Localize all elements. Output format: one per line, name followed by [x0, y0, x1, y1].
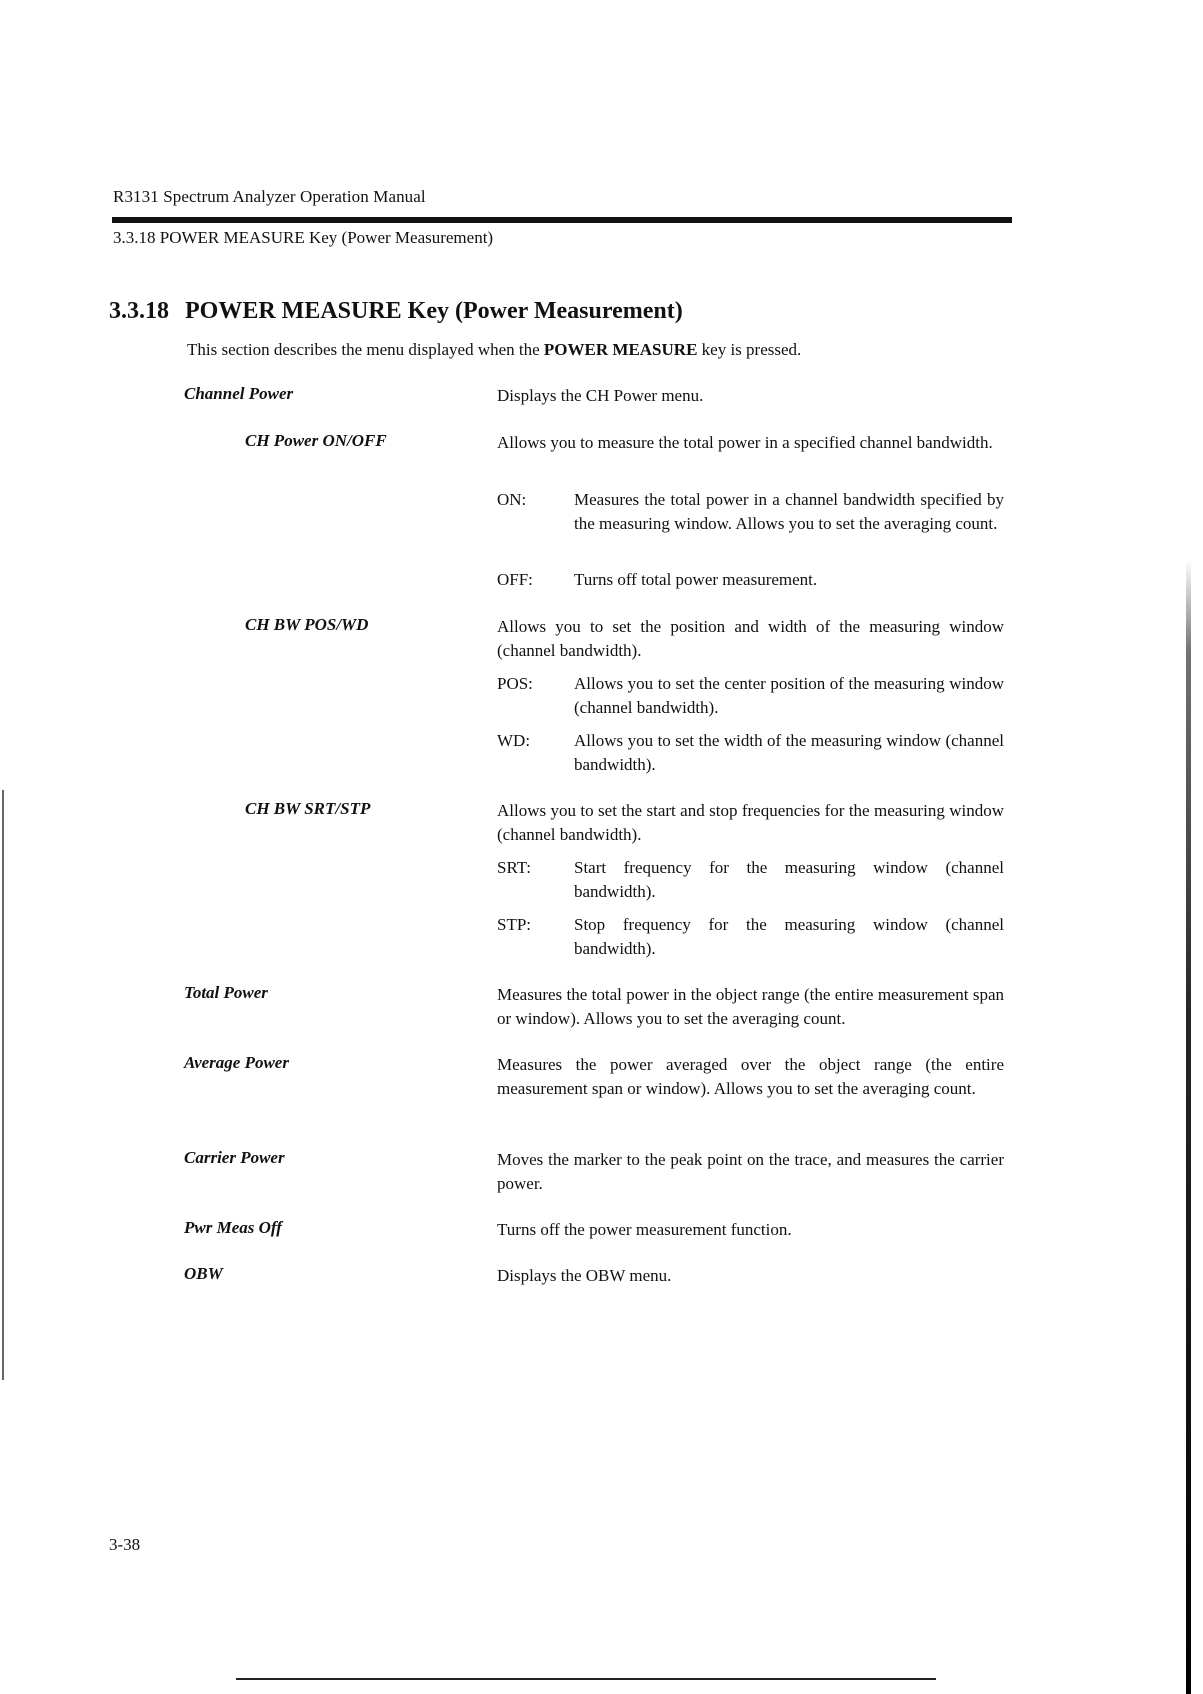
menu-desc-ch-bw-poswd: Allows you to set the position and width of the measuring window (channel bandwidth). [497, 617, 1004, 660]
menu-label-ch-bw-poswd: CH BW POS/WD [245, 615, 369, 634]
menu-desc-ch-bw-srtstp: Allows you to set the start and stop frequencies for the measuring window (channel bandwidth). [497, 801, 1004, 844]
menu-label-pwr-meas-off: Pwr Meas Off [184, 1218, 282, 1237]
sub-desc-pos: Allows you to set the center position of the measuring window (channel bandwidth). [574, 674, 1004, 717]
header-rule [112, 217, 1012, 223]
section-number: 3.3.18 [109, 298, 169, 324]
menu-desc-total-power: Measures the total power in the object range (the entire measurement span or window). Allows you to set the averaging count. [497, 985, 1004, 1028]
menu-label-carrier-power: Carrier Power [184, 1148, 285, 1167]
menu-desc-average-power: Measures the power averaged over the object range (the entire measurement span or window). Allows you to set the averaging count. [497, 1055, 1004, 1098]
sub-key-wd: WD: [497, 731, 531, 750]
menu-label-ch-bw-srtstp: CH BW SRT/STP [245, 799, 371, 818]
menu-desc-pwr-meas-off: Turns off the power measurement function. [497, 1220, 792, 1239]
sub-desc-off: Turns off total power measurement. [574, 570, 818, 589]
sub-key-on: ON: [497, 490, 527, 509]
sub-desc-wd: Allows you to set the width of the measuring window (channel bandwidth). [574, 731, 1004, 774]
running-title: R3131 Spectrum Analyzer Operation Manual [113, 187, 426, 206]
sub-item-srt [497, 856, 1004, 904]
sub-item-stp [497, 913, 1004, 961]
menu-desc-carrier-power: Moves the marker to the peak point on the trace, and measures the carrier power. [497, 1150, 1004, 1193]
menu-label-average-power: Average Power [184, 1053, 289, 1072]
sub-item-off [497, 568, 1004, 592]
sub-desc-srt: Start frequency for the measuring window (channel bandwidth). [574, 858, 1004, 901]
sub-key-srt: SRT: [497, 858, 532, 877]
intro-key-name: POWER MEASURE [543, 340, 698, 359]
sub-key-off: OFF: [497, 570, 533, 589]
menu-label-obw: OBW [184, 1264, 223, 1283]
menu-desc-obw: Displays the OBW menu. [497, 1266, 672, 1285]
menu-desc-ch-power-onoff: Allows you to measure the total power in a specified channel bandwidth. [497, 433, 993, 452]
scan-edge-shadow-right [1186, 560, 1191, 1694]
running-section-title: 3.3.18 POWER MEASURE Key (Power Measurement) [113, 228, 494, 247]
menu-label-total-power: Total Power [184, 983, 268, 1002]
page-number: 3-38 [109, 1535, 141, 1554]
sub-item-on [497, 488, 1004, 536]
sub-desc-stp: Stop frequency for the measuring window (channel bandwidth). [574, 915, 1004, 958]
menu-desc-channel-power: Displays the CH Power menu. [497, 386, 704, 405]
sub-item-pos [497, 672, 1004, 720]
menu-label-ch-power-onoff: CH Power ON/OFF [245, 431, 387, 450]
section-title: POWER MEASURE Key (Power Measurement) [185, 298, 683, 324]
intro-text-after: key is pressed. [697, 340, 802, 359]
intro-text-before: This section describes the menu displayed when the [187, 340, 544, 359]
scan-edge-shadow-left [2, 790, 4, 1380]
sub-desc-on: Measures the total power in a channel bandwidth specified by the measuring window. Allows you to set the averaging count. [574, 490, 1004, 533]
sub-key-stp: STP: [497, 915, 532, 934]
menu-label-channel-power: Channel Power [184, 384, 294, 403]
section-heading [109, 298, 683, 325]
footer-rule [236, 1678, 936, 1680]
section-intro [187, 340, 801, 360]
sub-item-wd [497, 729, 1004, 777]
sub-key-pos: POS: [497, 674, 533, 693]
